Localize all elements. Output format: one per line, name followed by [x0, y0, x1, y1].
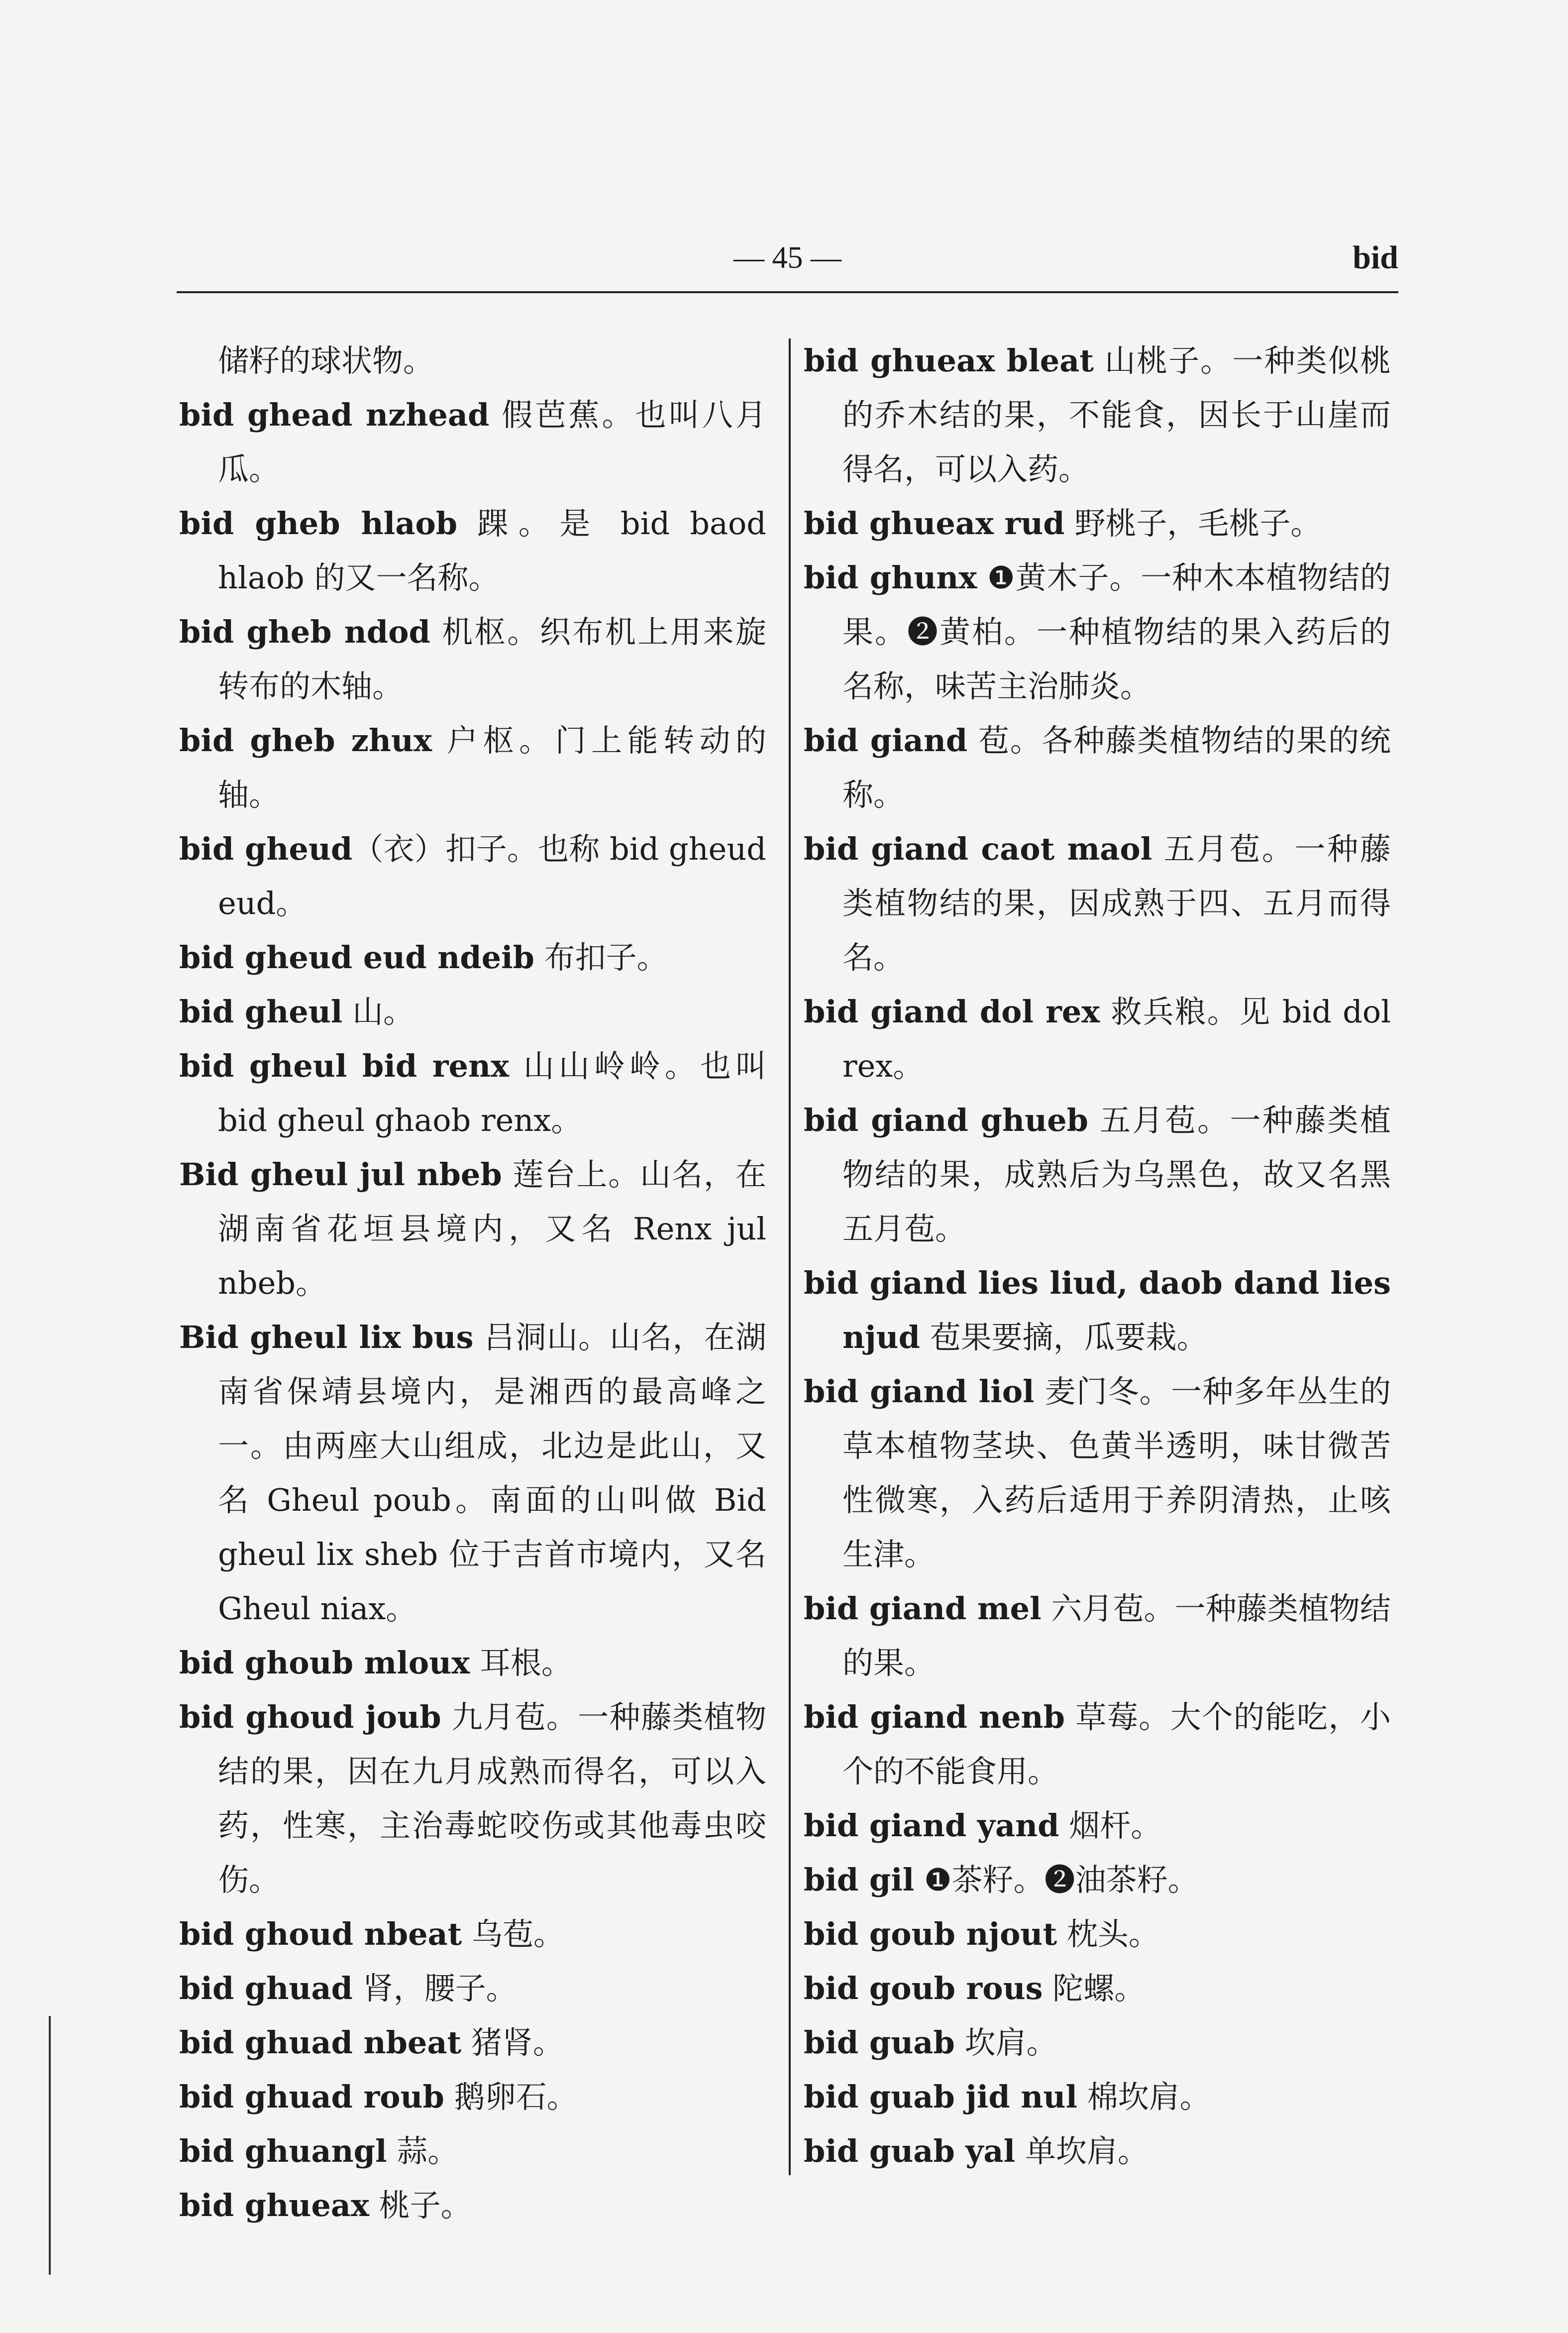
dictionary-entry	[179, 2015, 766, 2070]
entry-headword: bid gheb ndod	[179, 614, 430, 650]
dictionary-entry	[804, 713, 1391, 822]
entry-headword: bid giand lies liud, daob dand lies njud	[804, 1265, 1391, 1355]
entry-headword: bid giand	[804, 722, 968, 759]
entry-headword: bid giand dol rex	[804, 994, 1100, 1030]
entry-gloss: 枕头。	[1057, 1916, 1159, 1952]
entry-gloss: ❶茶籽。❷油茶籽。	[914, 1862, 1199, 1898]
entry-headword: bid ghunx	[804, 559, 977, 596]
dictionary-entry	[179, 1907, 766, 1961]
entry-gloss: 假芭蕉。也叫八月瓜。	[218, 397, 766, 487]
dictionary-entry	[179, 1039, 766, 1147]
entry-headword: bid gheud	[179, 831, 353, 867]
entry-gloss: 吕洞山。山名，在湖南省保靖县境内，是湘西的最高峰之一。由两座大山组成，北边是此山，又名 Gheul poub。南面的山叫做 Bid gheul lix sheb 位于吉首市境内，又名 Gheul niax。	[218, 1319, 766, 1627]
entry-headword: bid gheb zhux	[179, 722, 432, 759]
entry-gloss: 坎肩。	[954, 2024, 1057, 2061]
dictionary-entry	[804, 333, 1391, 496]
entry-gloss: 苞果要摘，瓜要栽。	[920, 1319, 1208, 1355]
entry-gloss: 苞。各种藤类植物结的果的统称。	[842, 722, 1391, 813]
column-divider	[789, 338, 791, 2175]
entry-gloss: 户枢。门上能转动的轴。	[218, 722, 766, 813]
entry-headword: bid guab yal	[804, 2133, 1016, 2169]
entry-gloss: 山桃子。一种类似桃的乔木结的果，不能食，因长于山崖而得名，可以入药。	[842, 342, 1391, 487]
dictionary-entry	[179, 2124, 766, 2178]
dictionary-entry	[179, 2178, 766, 2232]
entry-headword: bid ghueax	[179, 2187, 369, 2223]
entry-headword: bid giand liol	[804, 1373, 1035, 1410]
entry-headword: bid ghueax bleat	[804, 342, 1094, 379]
entry-headword: bid gheul	[179, 994, 343, 1030]
dictionary-entry	[804, 1581, 1391, 1690]
entry-headword: bid goub njout	[804, 1916, 1057, 1952]
dictionary-entry	[179, 388, 766, 496]
dictionary-entry	[179, 605, 766, 713]
dictionary-entry	[804, 822, 1391, 985]
entry-headword: bid ghead nzhead	[179, 397, 490, 433]
dictionary-entry	[804, 1961, 1391, 2015]
dictionary-entry	[179, 985, 766, 1039]
entry-headword: bid gheul bid renx	[179, 1048, 510, 1084]
entry-headword: bid goub rous	[804, 1970, 1043, 2006]
dictionary-entry	[179, 822, 766, 930]
entry-gloss: 麦门冬。一种多年丛生的草本植物茎块、色黄半透明，味甘微苦性微寒，入药后适用于养阴清热，止咳生津。	[842, 1373, 1391, 1572]
dictionary-entry	[179, 930, 766, 985]
entry-gloss: 莲台上。山名，在湖南省花垣县境内，又名 Renx jul nbeb。	[218, 1156, 766, 1301]
dictionary-entry	[804, 1798, 1391, 1853]
entry-gloss: 草莓。大个的能吃，小个的不能食用。	[842, 1699, 1391, 1789]
dictionary-entry	[179, 496, 766, 605]
entry-headword: bid ghoub mloux	[179, 1645, 470, 1681]
entry-headword: bid giand nenb	[804, 1699, 1065, 1735]
entry-gloss: （衣）扣子。也称 bid gheud eud。	[218, 831, 766, 921]
dictionary-entry	[804, 1690, 1391, 1798]
entry-headword: bid giand yand	[804, 1807, 1059, 1844]
entry-gloss: 六月苞。一种藤类植物结的果。	[842, 1590, 1391, 1681]
running-head: bid	[1353, 239, 1398, 276]
dictionary-entry	[179, 2070, 766, 2124]
entry-headword: bid guab	[804, 2024, 955, 2061]
entry-gloss: 桃子。	[369, 2187, 472, 2223]
entry-headword: bid giand ghueb	[804, 1102, 1088, 1138]
entry-gloss: 单坎肩。	[1015, 2133, 1149, 2169]
dictionary-entry	[179, 1961, 766, 2015]
entry-gloss: 山。	[342, 994, 415, 1030]
dictionary-entry	[179, 1636, 766, 1690]
dictionary-entry	[179, 713, 766, 822]
entry-headword: Bid gheul lix bus	[179, 1319, 474, 1355]
entry-gloss: 五月苞。一种藤类植物结的果，成熟后为乌黑色，故又名黑五月苞。	[842, 1102, 1391, 1247]
dictionary-entry	[804, 1093, 1391, 1256]
entry-headword: bid ghoud nbeat	[179, 1916, 462, 1952]
dictionary-entry	[804, 1364, 1391, 1581]
entry-headword: Bid gheul jul nbeb	[179, 1156, 502, 1193]
entry-gloss: 布扣子。	[534, 939, 668, 976]
header-rule	[177, 291, 1398, 293]
entry-gloss: 蒜。	[387, 2133, 459, 2169]
entry-gloss: 猪肾。	[461, 2024, 564, 2061]
dictionary-entry	[804, 1256, 1391, 1364]
dictionary-entry	[804, 1907, 1391, 1961]
entry-headword: bid ghuad nbeat	[179, 2024, 462, 2061]
entry-headword: bid gheud eud ndeib	[179, 939, 534, 976]
entry-headword: bid giand caot maol	[804, 831, 1152, 867]
entry-headword: bid giand mel	[804, 1590, 1042, 1627]
entry-gloss: 陀螺。	[1043, 1970, 1146, 2006]
entry-gloss: 九月苞。一种藤类植物结的果，因在九月成熟而得名，可以入药，性寒，主治毒蛇咬伤或其他毒虫咬伤。	[218, 1699, 766, 1898]
entry-gloss: 肾，腰子。	[352, 1970, 517, 2006]
dictionary-entry	[804, 985, 1391, 1093]
entry-headword: bid gil	[804, 1862, 915, 1898]
dictionary-entry	[804, 2015, 1391, 2070]
page-header	[177, 234, 1398, 282]
entry-headword: bid guab jid nul	[804, 2079, 1078, 2115]
right-column	[804, 333, 1391, 2178]
entry-gloss: 机枢。织布机上用来旋转布的木轴。	[218, 614, 766, 704]
entry-headword: bid ghoud joub	[179, 1699, 441, 1735]
dictionary-entry	[179, 333, 766, 388]
entry-headword: bid ghuangl	[179, 2133, 387, 2169]
entry-gloss: 烟杆。	[1059, 1807, 1162, 1844]
entry-headword: bid ghueax rud	[804, 505, 1065, 542]
entry-gloss: 野桃子，毛桃子。	[1064, 505, 1322, 542]
dictionary-entry	[804, 551, 1391, 713]
entry-gloss: 五月苞。一种藤类植物结的果，因成熟于四、五月而得名。	[842, 831, 1391, 976]
dictionary-entry	[179, 1690, 766, 1907]
entry-headword: bid ghuad roub	[179, 2079, 444, 2115]
entry-gloss: 山山岭岭。也叫 bid gheul ghaob renx。	[218, 1048, 766, 1138]
entry-gloss: 棉坎肩。	[1077, 2079, 1211, 2115]
entry-headword: bid ghuad	[179, 1970, 353, 2006]
entry-gloss: 耳根。	[470, 1645, 572, 1681]
entry-gloss: 储籽的球状物。	[218, 342, 434, 379]
entry-gloss: 救兵粮。见 bid dol rex。	[842, 994, 1391, 1084]
left-column	[179, 333, 766, 2232]
dictionary-entry	[804, 1853, 1391, 1907]
entry-headword: bid gheb hlaob	[179, 505, 458, 542]
entry-gloss: 乌苞。	[462, 1916, 565, 1952]
dictionary-entry	[179, 1147, 766, 1310]
entry-gloss: ❶黄木子。一种木本植物结的果。❷黄柏。一种植物结的果入药后的名称，味苦主治肺炎。	[842, 559, 1391, 704]
page-number: — 45 —	[733, 241, 841, 275]
dictionary-entry	[804, 2124, 1391, 2178]
dictionary-entry	[179, 1310, 766, 1636]
margin-line	[49, 2016, 51, 2275]
entry-gloss: 鹅卵石。	[444, 2079, 578, 2115]
dictionary-entry	[804, 496, 1391, 551]
dictionary-entry	[804, 2070, 1391, 2124]
entry-gloss: 踝。是 bid baod hlaob 的又一名称。	[218, 505, 766, 596]
